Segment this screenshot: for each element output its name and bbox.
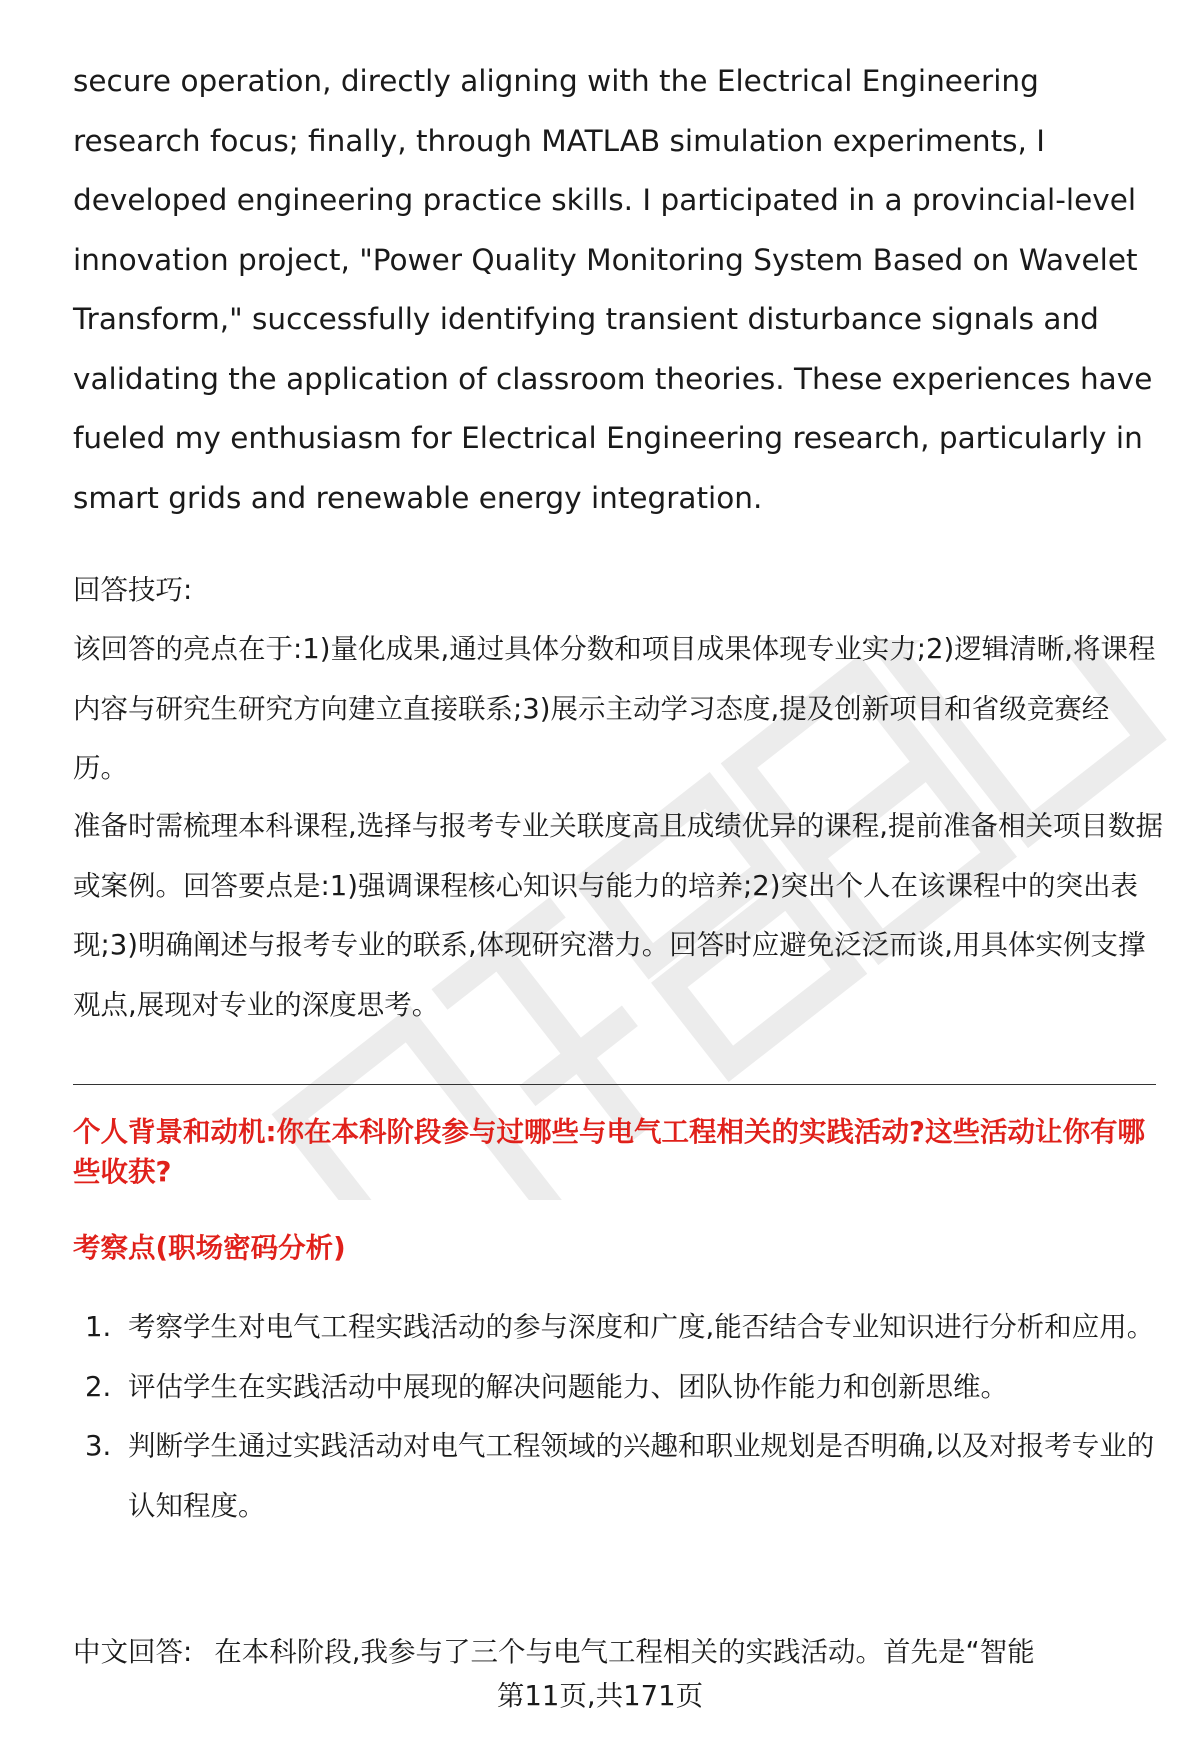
list-item-number: 2.	[85, 1370, 112, 1403]
list-item	[73, 1358, 1163, 1418]
list-item-text: 判断学生通过实践活动对电气工程领域的兴趣和职业规划是否明确,以及对报考专业的认知程度。	[128, 1430, 1155, 1522]
assessment-list	[73, 1298, 1163, 1536]
tips-paragraph-2: 准备时需梳理本科课程,选择与报考专业关联度高且成绩优异的课程,提前准备相关项目数据或案例。回答要点是:1)强调课程核心知识与能力的培养;2)突出个人在该课程中的突出表现;3)明确阐述与报考专业的联系,体现研究潜力。回答时应避免泛泛而谈,用具体实例支撑观点,展现对专业的深度思考。	[73, 810, 1163, 1021]
tips-label: 回答技巧:	[73, 574, 193, 606]
assessment-heading: 考察点(职场密码分析)	[73, 1232, 346, 1264]
list-item-text: 考察学生对电气工程实践活动的参与深度和广度,能否结合专业知识进行分析和应用。	[128, 1311, 1155, 1343]
answer-line	[73, 1632, 1163, 1672]
intro-paragraph: secure operation, directly aligning with the Electrical Engineering research focus; finally, through MATLAB simulation experiments, I developed engineering practice skills. I participated in a provincial-level innovation project, "Power Quality Monitoring System Based on Wavelet Transform," successfully identifying transient disturbance signals and validating the application of classroom theories. These experiences have fueled my enthusiasm for Electrical Engineering research, particularly in smart grids and renewable energy integration.	[73, 64, 1153, 515]
answer-text: 在本科阶段,我参与了三个与电气工程相关的实践活动。首先是“智能	[214, 1636, 1035, 1668]
section-divider	[73, 1084, 1156, 1085]
list-item	[73, 1417, 1163, 1536]
list-item-text: 评估学生在实践活动中展现的解决问题能力、团队协作能力和创新思维。	[128, 1370, 1008, 1403]
list-item-number: 1.	[85, 1311, 112, 1343]
list-item	[73, 1298, 1163, 1358]
tips-paragraph-1: 该回答的亮点在于:1)量化成果,通过具体分数和项目成果体现专业实力;2)逻辑清晰,将课程内容与研究生研究方向建立直接联系;3)展示主动学习态度,提及创新项目和省级竞赛经历。	[73, 633, 1156, 784]
answer-label: 中文回答:	[73, 1636, 193, 1668]
question-heading: 个人背景和动机:你在本科阶段参与过哪些与电气工程相关的实践活动?这些活动让你有哪些收获?	[73, 1116, 1145, 1188]
list-item-number: 3.	[85, 1430, 112, 1462]
page-number: 第11页,共171页	[496, 1680, 704, 1712]
